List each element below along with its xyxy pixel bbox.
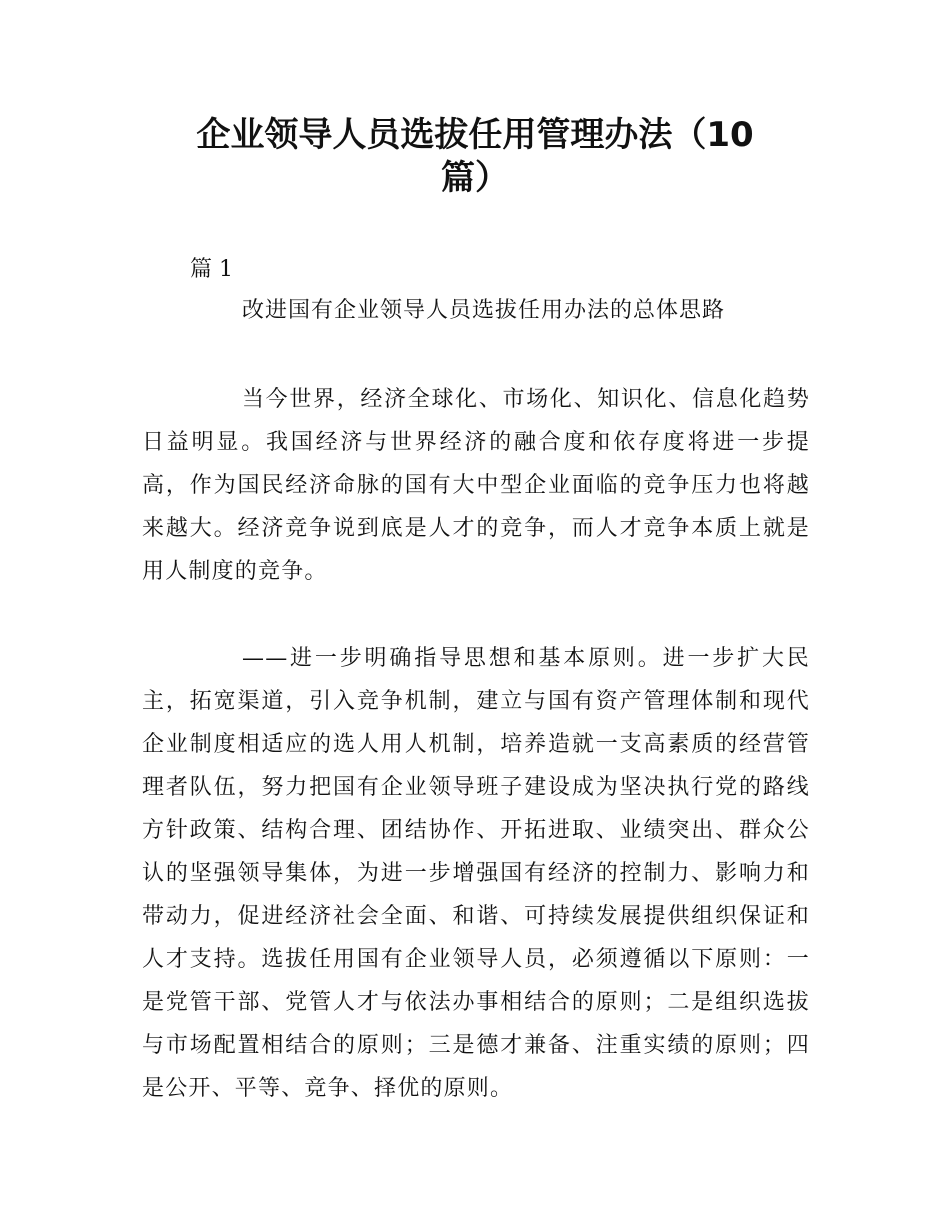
section-subheading: 改进国有企业领导人员选拔任用办法的总体思路 (242, 298, 726, 323)
body-paragraph-2: ——进一步明确指导思想和基本原则。进一步扩大民主，拓宽渠道，引入竞争机制，建立与国有资产管理体制和现代企业制度相适应的选人用人机制，培养造就一支高素质的经营管理者队伍，努力把国有企业领导班子建设成为坚决执行党的路线方针政策、结构合理、团结协作、开拓进取、业绩突出、群众公认的坚强领导集体，为进一步增强国有经济的控制力、影响力和带动力，促进经济社会全面、和谐、可持续发展提供组织保证和人才支持。选拔任用国有企业领导人员，必须遵循以下原则：一是党管干部、党管人才与依法办事相结合的原则；二是组织选拔与市场配置相结合的原则；三是德才兼备、注重实绩的原则；四是公开、平等、竞争、择优的原则。 (142, 646, 810, 1101)
body-paragraph-1: 当今世界，经济全球化、市场化、知识化、信息化趋势日益明显。我国经济与世界经济的融合度和依存度将进一步提高，作为国民经济命脉的国有大中型企业面临的竞争压力也将越来越大。经济竞争说到底是人才的竞争，而人才竞争本质上就是用人制度的竞争。 (142, 387, 810, 584)
document-title-line-1: 企业领导人员选拔任用管理办法（10 (196, 115, 754, 155)
section-label: 篇 1 (190, 257, 233, 282)
document-title-line-2: 篇） (441, 158, 509, 198)
